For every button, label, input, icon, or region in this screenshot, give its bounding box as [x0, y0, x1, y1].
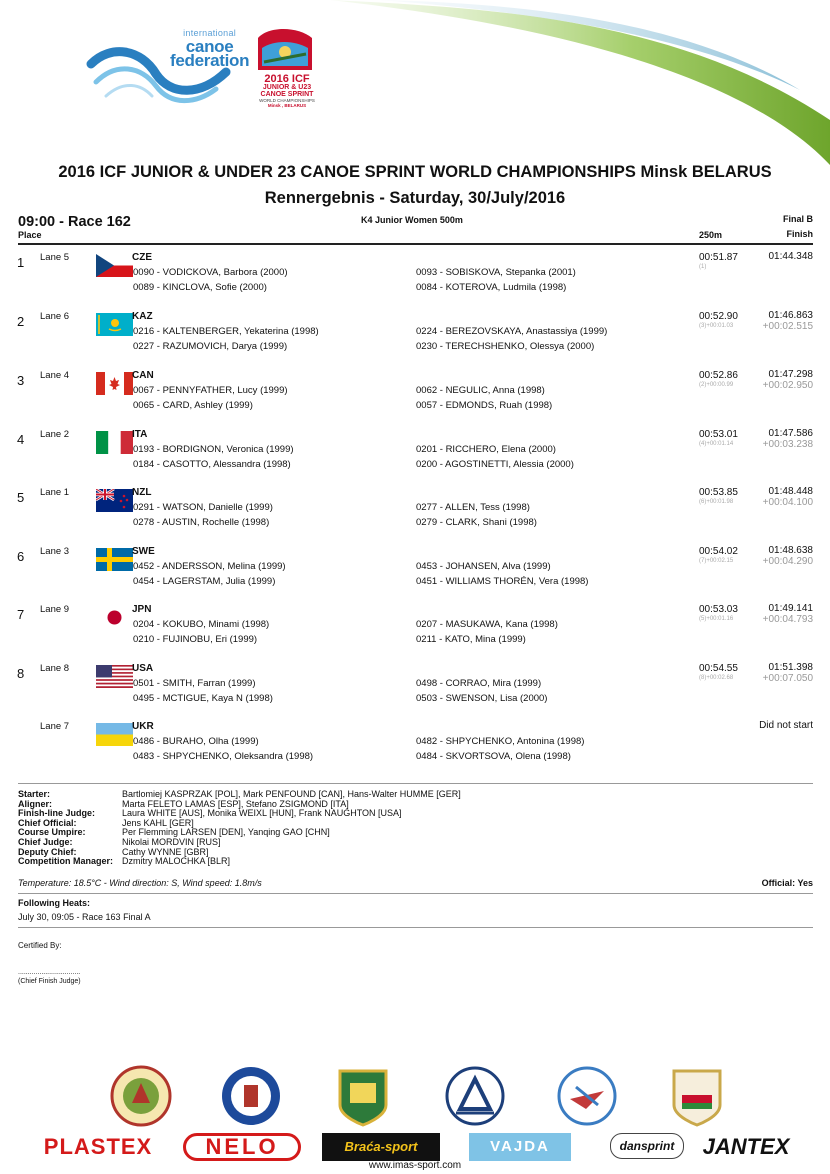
- athlete-name: 0279 - CLARK, Shani (1998): [416, 517, 537, 528]
- finish-behind: +00:02.515: [762, 321, 813, 332]
- split-250m-time: 00:53.01: [699, 429, 738, 440]
- official-entry: [18, 828, 461, 838]
- event-logo-year: 2016 ICF: [264, 73, 310, 85]
- signature-line: ................................: [18, 969, 81, 976]
- event-logo-city: Minsk , BELARUS: [267, 103, 307, 108]
- event-logo-text: [256, 74, 318, 108]
- crew-code: JPN: [132, 604, 152, 615]
- official-role: Finish-line Judge:: [18, 808, 96, 819]
- athlete-name: 0090 - VODICKOVA, Barbora (2000): [133, 267, 288, 278]
- split-250m-time: 00:53.85: [699, 487, 738, 498]
- crew-code: UKR: [132, 721, 154, 732]
- following-divider: [18, 927, 813, 928]
- athlete-name: 0498 - CORRAO, Mira (1999): [416, 678, 542, 689]
- finish-time: 01:47.586: [768, 428, 813, 439]
- place-number: 2: [17, 314, 25, 329]
- athlete-name: 0486 - BURAHO, Olha (1999): [133, 736, 259, 747]
- split-250m-rank: (2)+00:00.99: [699, 382, 734, 388]
- athlete-name: 0093 - SOBISKOVA, Stepanka (2001): [416, 267, 576, 278]
- country-flag-icon: [96, 489, 133, 512]
- place-number: 7: [17, 607, 25, 622]
- athlete-name: 0200 - AGOSTINETTI, Alessia (2000): [416, 459, 574, 470]
- athlete-name: 0454 - LAGERSTAM, Julia (1999): [133, 576, 276, 587]
- finish-behind: +00:04.100: [762, 497, 813, 508]
- finish-behind: +00:07.050: [762, 673, 813, 684]
- result-row: [0, 603, 830, 661]
- finish-time: 01:48.638: [768, 545, 813, 556]
- finish-behind: +00:04.793: [762, 614, 813, 625]
- lane-label: Lane 3: [40, 546, 70, 557]
- final-label: Final B: [782, 214, 813, 224]
- athlete-name: 0291 - WATSON, Danielle (1999): [133, 502, 273, 513]
- sponsor-vajda-logo: VAJDA: [469, 1133, 571, 1161]
- weather-divider: [18, 893, 813, 894]
- place-number: 1: [17, 255, 25, 270]
- column-finish-header: Finish: [786, 229, 813, 239]
- result-row: [0, 251, 830, 309]
- split-250m-rank: (6)+00:01.98: [699, 499, 734, 505]
- country-flag-icon: [96, 431, 133, 454]
- official-status: Official: Yes: [761, 878, 813, 888]
- athlete-name: 0084 - KOTEROVA, Ludmila (1998): [416, 282, 567, 293]
- finish-time: 01:47.298: [768, 369, 813, 380]
- result-row: [0, 310, 830, 368]
- athlete-name: 0230 - TERECHSHENKO, Olessya (2000): [416, 341, 595, 352]
- athlete-name: 0057 - EDMONDS, Ruah (1998): [416, 400, 553, 411]
- crew-code: USA: [132, 663, 154, 674]
- finish-behind: +00:02.950: [762, 380, 813, 391]
- sponsor-emblem-6-icon: [666, 1065, 728, 1127]
- official-entry: [18, 809, 461, 819]
- athlete-name: 0193 - BORDIGNON, Veronica (1999): [133, 444, 294, 455]
- header-divider: [18, 243, 813, 245]
- lane-label: Lane 6: [40, 311, 70, 322]
- sponsor-nelo-logo: NELO: [183, 1133, 301, 1161]
- icf-logo-text: [170, 26, 249, 68]
- crew-code: CZE: [132, 252, 152, 263]
- athlete-name: 0089 - KINCLOVA, Sofie (2000): [133, 282, 267, 293]
- result-row: [0, 720, 830, 778]
- country-flag-icon: [96, 665, 133, 688]
- split-250m-time: 00:51.87: [699, 252, 738, 263]
- finish-time: Did not start: [759, 720, 813, 731]
- athlete-name: 0453 - JOHANSEN, Alva (1999): [416, 561, 551, 572]
- athlete-name: 0211 - KATO, Mina (1999): [416, 634, 526, 645]
- icf-line3: federation: [170, 51, 250, 70]
- result-row: [0, 486, 830, 544]
- athlete-name: 0451 - WILLIAMS THORÉN, Vera (1998): [416, 576, 589, 587]
- athlete-name: 0501 - SMITH, Farran (1999): [133, 678, 256, 689]
- country-flag-icon: [96, 313, 133, 336]
- race-category: K4 Junior Women 500m: [361, 215, 463, 225]
- sponsor-jantex-logo: JANTEX: [702, 1134, 790, 1159]
- crew-code: ITA: [132, 429, 148, 440]
- country-flag-icon: [96, 254, 133, 277]
- official-entry: [18, 857, 461, 867]
- lane-label: Lane 4: [40, 370, 70, 381]
- official-role: Course Umpire:: [18, 827, 86, 838]
- lane-label: Lane 7: [40, 721, 70, 732]
- athlete-name: 0503 - SWENSON, Lisa (2000): [416, 693, 548, 704]
- athlete-name: 0065 - CARD, Ashley (1999): [133, 400, 253, 411]
- athlete-name: 0227 - RAZUMOVICH, Darya (1999): [133, 341, 288, 352]
- event-logo-tiny: WORLD CHAMPIONSHIPS: [259, 98, 315, 103]
- official-role: Competition Manager:: [18, 856, 114, 867]
- following-heats-value: July 30, 09:05 - Race 163 Final A: [18, 912, 151, 922]
- split-250m-rank: (7)+00:02.15: [699, 558, 734, 564]
- officials-divider: [18, 783, 813, 784]
- finish-time: 01:48.448: [768, 486, 813, 497]
- athlete-name: 0452 - ANDERSSON, Melina (1999): [133, 561, 286, 572]
- finish-time: 01:51.398: [768, 662, 813, 673]
- split-250m-time: 00:54.02: [699, 546, 738, 557]
- split-250m-time: 00:52.86: [699, 370, 738, 381]
- result-row: [0, 545, 830, 603]
- finish-time: 01:49.141: [768, 603, 813, 614]
- result-row: [0, 662, 830, 720]
- result-row: [0, 369, 830, 427]
- sponsor-emblem-1-icon: [110, 1065, 172, 1127]
- athlete-name: 0278 - AUSTIN, Rochelle (1998): [133, 517, 270, 528]
- athlete-name: 0216 - KALTENBERGER, Yekaterina (1998): [133, 326, 319, 337]
- place-number: 4: [17, 432, 25, 447]
- athlete-name: 0184 - CASOTTO, Alessandra (1998): [133, 459, 291, 470]
- split-250m-time: 00:52.90: [699, 311, 738, 322]
- lane-label: Lane 2: [40, 429, 70, 440]
- finish-time: 01:46.863: [768, 310, 813, 321]
- lane-label: Lane 5: [40, 252, 70, 263]
- place-number: 5: [17, 490, 25, 505]
- official-role: Aligner:: [18, 798, 53, 809]
- finish-behind: +00:03.238: [762, 439, 813, 450]
- official-role: Chief Official:: [18, 817, 77, 828]
- icf-line1: international: [183, 28, 237, 38]
- official-names: Per Flemming LARSEN [DEN], Yanqing GAO [CHN]: [122, 827, 330, 838]
- result-row: [0, 428, 830, 486]
- country-flag-icon: [96, 372, 133, 395]
- official-names: Marta FELETO LAMAS [ESP], Stefano ZSIGMOND [ITA]: [122, 798, 349, 809]
- athlete-name: 0277 - ALLEN, Tess (1998): [416, 502, 530, 513]
- official-role: Starter:: [18, 789, 51, 799]
- crew-code: SWE: [132, 546, 155, 557]
- athlete-name: 0495 - MCTIGUE, Kaya N (1998): [133, 693, 273, 704]
- athlete-name: 0482 - SHPYCHENKO, Antonina (1998): [416, 736, 585, 747]
- page-title: 2016 ICF JUNIOR & UNDER 23 CANOE SPRINT WORLD CHAMPIONSHIPS Minsk BELARUS: [58, 163, 772, 181]
- page-subtitle: Rennergebnis - Saturday, 30/July/2016: [264, 189, 566, 207]
- icf-line2: canoe: [185, 37, 234, 56]
- official-names: Dzmitry MALOCHKA [BLR]: [122, 856, 231, 867]
- official-names: Bartlomiej KASPRZAK [POL], Mark PENFOUND [CAN], Hans-Walter HUMME [GER]: [122, 789, 461, 799]
- split-250m-rank: (8)+00:02.68: [699, 675, 734, 681]
- finish-time: 01:44.348: [768, 251, 813, 262]
- following-heats-heading: Following Heats:: [18, 898, 90, 908]
- split-250m-time: 00:53.03: [699, 604, 738, 615]
- athlete-name: 0483 - SHPYCHENKO, Oleksandra (1998): [133, 751, 314, 762]
- official-names: Cathy WYNNE [GBR]: [122, 846, 209, 857]
- lane-label: Lane 1: [40, 487, 70, 498]
- event-logo-sub2: CANOE SPRINT: [260, 91, 314, 98]
- athlete-name: 0484 - SKVORTSOVA, Olena (1998): [416, 751, 571, 762]
- athlete-name: 0201 - RICCHERO, Elena (2000): [416, 444, 556, 455]
- sponsor-emblem-3-icon: [332, 1065, 394, 1127]
- athlete-name: 0207 - MASUKAWA, Kana (1998): [416, 619, 558, 630]
- place-number: 8: [17, 666, 25, 681]
- place-number: 6: [17, 549, 25, 564]
- split-250m-rank: (1): [699, 264, 707, 270]
- athlete-name: 0062 - NEGULIC, Anna (1998): [416, 385, 545, 396]
- certified-by-label: Certified By:: [18, 941, 62, 950]
- official-names: Nikolai MORDVIN [RUS]: [122, 836, 221, 847]
- sponsor-emblem-4-icon: [444, 1065, 506, 1127]
- athlete-name: 0224 - BEREZOVSKAYA, Anastassiya (1999): [416, 326, 608, 337]
- official-entry: [18, 838, 461, 848]
- country-flag-icon: [96, 548, 133, 571]
- official-names: Laura WHITE [AUS], Monika WEIXL [HUN], Frank NAUGHTON [USA]: [122, 808, 402, 819]
- split-250m-rank: (5)+00:01.16: [699, 616, 734, 622]
- official-role: Chief Judge:: [18, 836, 73, 847]
- athlete-name: 0210 - FUJINOBU, Eri (1999): [133, 634, 258, 645]
- country-flag-icon: [96, 606, 133, 629]
- crew-code: CAN: [132, 370, 154, 381]
- lane-label: Lane 8: [40, 663, 70, 674]
- race-title: 09:00 - Race 162: [18, 214, 131, 230]
- crew-code: NZL: [132, 487, 152, 498]
- sponsor-plastex-logo: PLASTEX: [43, 1134, 153, 1159]
- lane-label: Lane 9: [40, 604, 70, 615]
- split-250m-rank: (4)+00:01.14: [699, 441, 734, 447]
- sponsor-dansprint-logo: dansprint: [610, 1133, 684, 1159]
- weather-info: Temperature: 18.5°C - Wind direction: S, Wind speed: 1.8m/s: [18, 878, 262, 888]
- crew-code: KAZ: [132, 311, 153, 322]
- column-250m-header: 250m: [699, 230, 723, 240]
- split-250m-rank: (3)+00:01.03: [699, 323, 734, 329]
- event-logo-sub: JUNIOR & U23: [262, 84, 312, 91]
- official-role: Deputy Chief:: [18, 846, 77, 857]
- sponsor-website: www.imas-sport.com: [368, 1160, 462, 1171]
- country-flag-icon: [96, 723, 133, 746]
- officials-list: [18, 790, 461, 867]
- chief-finish-judge-label: (Chief Finish Judge): [18, 978, 81, 985]
- column-place-header: Place: [18, 230, 42, 240]
- split-250m-time: 00:54.55: [699, 663, 738, 674]
- finish-behind: +00:04.290: [762, 556, 813, 567]
- place-number: 3: [17, 373, 25, 388]
- sponsor-emblem-2-icon: [220, 1065, 282, 1127]
- official-names: Jens KAHL [GER]: [122, 817, 194, 828]
- athlete-name: 0204 - KOKUBO, Minami (1998): [133, 619, 270, 630]
- athlete-name: 0067 - PENNYFATHER, Lucy (1999): [133, 385, 288, 396]
- sponsor-braca-logo: Braća-sport: [322, 1133, 440, 1161]
- sponsor-emblem-5-icon: [556, 1065, 618, 1127]
